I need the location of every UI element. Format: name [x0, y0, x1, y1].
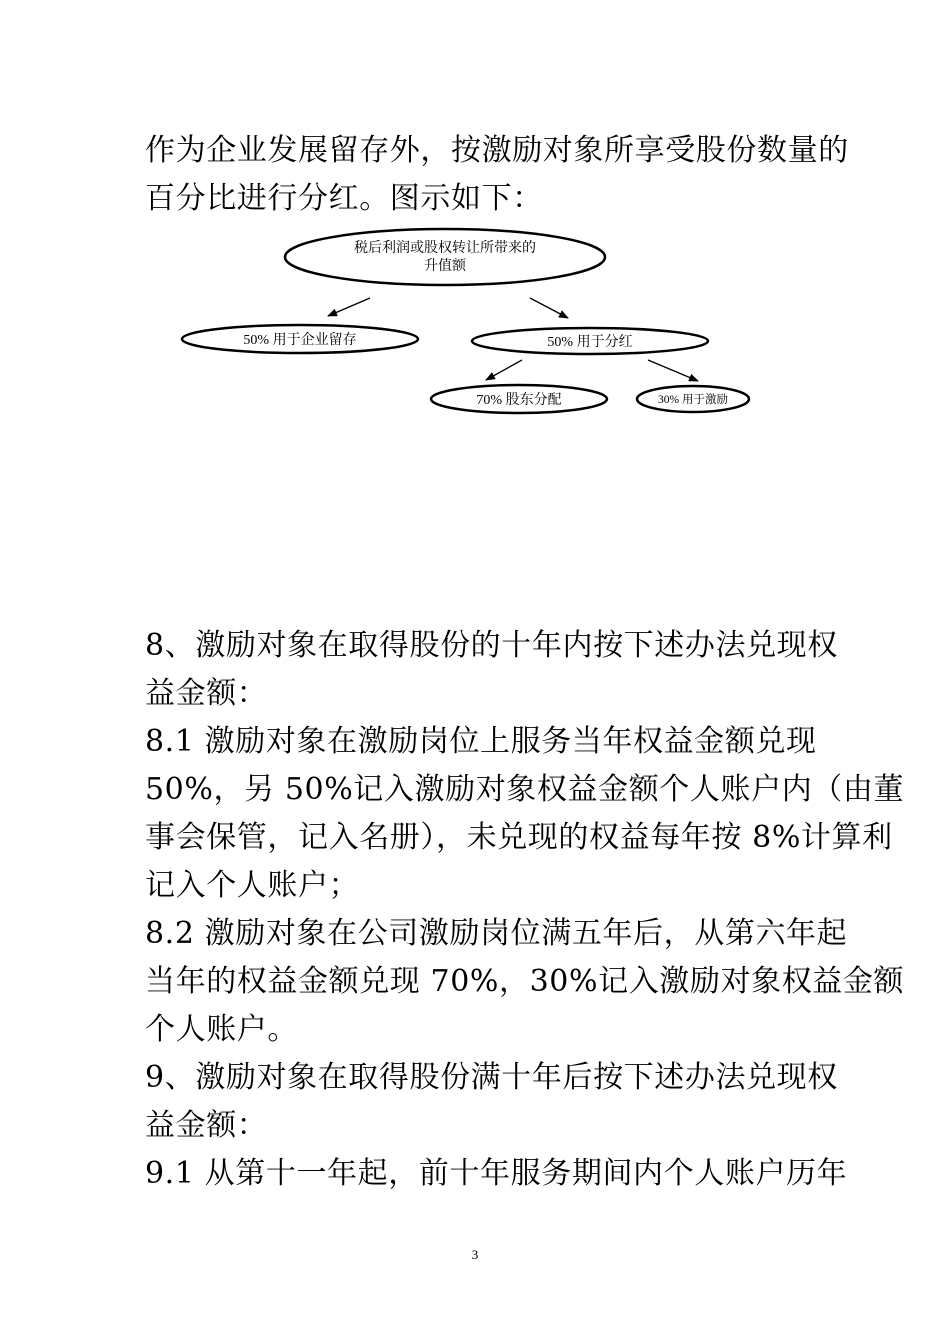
diagram-canvas: [170, 225, 770, 425]
retain-node-label: 50% 用于企业留存: [243, 333, 357, 348]
body-line: 8.2 激励对象在公司激励岗位满五年后，从第六年起: [145, 916, 848, 951]
arrow-to-incentive: [648, 360, 698, 381]
body-line: 记入个人账户；: [145, 868, 360, 903]
body-line: 益金额：: [145, 1108, 268, 1143]
body-line: 益金额：: [145, 676, 268, 711]
body-line: 事会保管，记入名册），未兑现的权益每年按 8%计算利: [145, 820, 893, 855]
dividend-flow-diagram: [170, 225, 770, 425]
intro-line: 百分比进行分红。图示如下：: [145, 181, 543, 216]
body-line: 个人账户。: [145, 1012, 298, 1047]
root-node: [285, 229, 605, 285]
body-line: 50%，另 50%记入激励对象权益金额个人账户内（由董: [145, 772, 905, 807]
body-line: 8、激励对象在取得股份的十年内按下述办法兑现权: [145, 628, 838, 663]
body-paragraphs: [145, 622, 905, 1198]
shareholders-node-label: 70% 股东分配: [476, 393, 562, 408]
root-node-label-line2: 升值额: [424, 259, 466, 274]
body-line: 当年的权益金额兑现 70%，30%记入激励对象权益金额: [145, 964, 905, 999]
arrow-to-shareholders: [486, 360, 522, 380]
root-node-label-line1: 税后利润或股权转让所带来的: [354, 241, 536, 256]
arrow-to-dividend: [530, 298, 568, 318]
intro-paragraph: [145, 127, 849, 223]
body-line: 8.1 激励对象在激励岗位上服务当年权益金额兑现: [145, 724, 817, 759]
intro-line: 作为企业发展留存外，按激励对象所享受股份数量的: [145, 133, 849, 168]
page-number: 3: [471, 1247, 479, 1262]
body-line: 9.1 从第十一年起，前十年服务期间内个人账户历年: [145, 1156, 848, 1191]
body-line: 9、激励对象在取得股份满十年后按下述办法兑现权: [145, 1060, 838, 1095]
arrow-to-retain: [328, 298, 370, 316]
incentive-node-label: 30% 用于激励: [658, 394, 728, 406]
dividend-node-label: 50% 用于分红: [547, 335, 633, 350]
